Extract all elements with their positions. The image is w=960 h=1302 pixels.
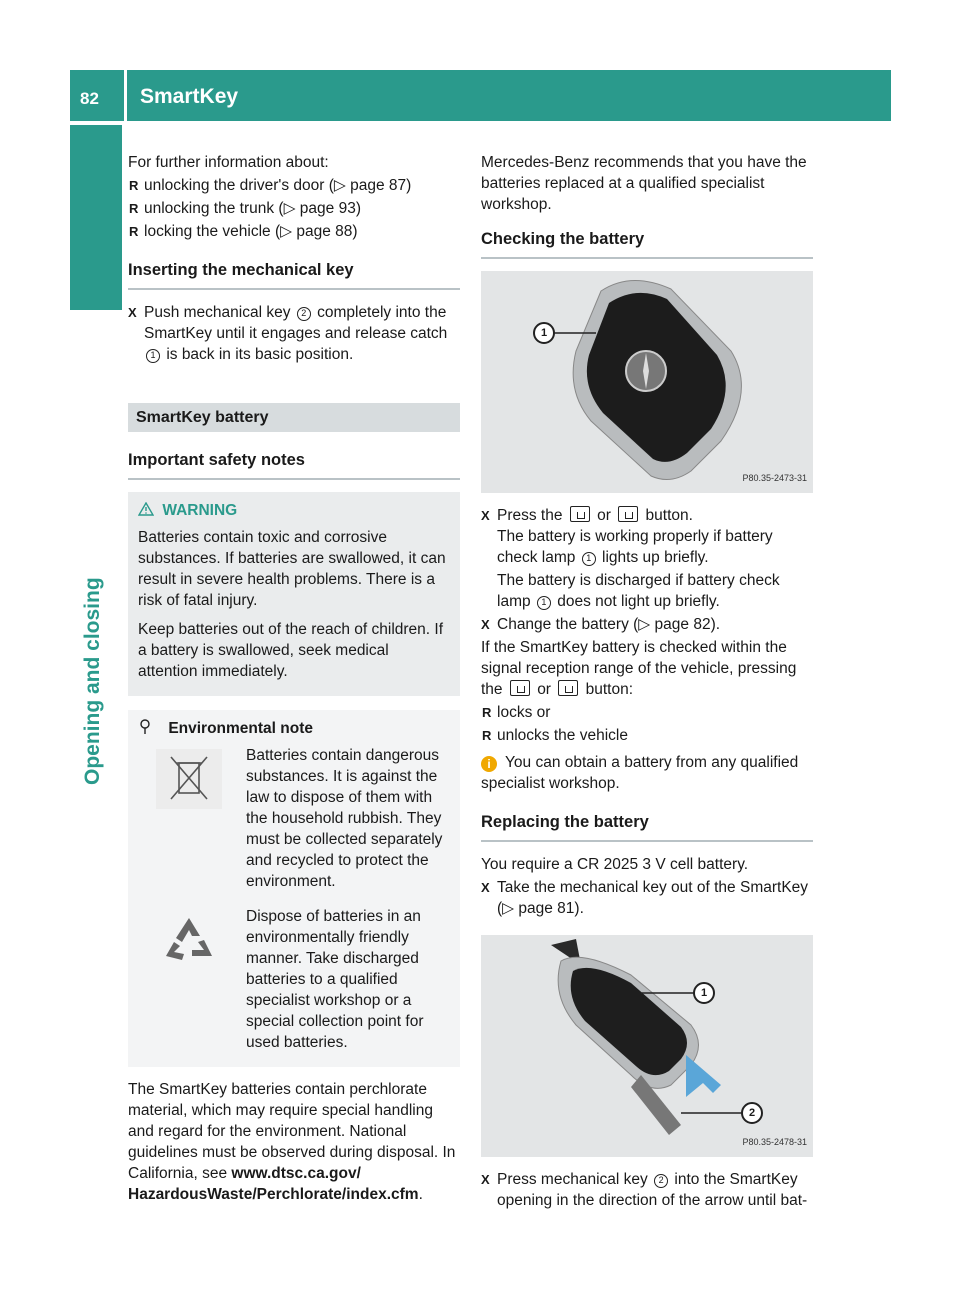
env-text: Batteries contain dangerous substances. It is against the law to dispose of them with the household rubbish. They must be collected separately and recycled to protect the environment.	[246, 747, 443, 890]
press-button-step: X Press the or button.	[481, 507, 693, 524]
dtsc-link[interactable]: www.dtsc.ca.gov/ HazardousWaste/Perchlorate/index.cfm	[128, 1165, 419, 1203]
env-row	[138, 745, 450, 892]
battery-type-text: You require a CR 2025 3 V cell battery.	[481, 856, 749, 873]
crossed-bin-icon	[156, 749, 222, 809]
unlock-key-icon	[618, 506, 638, 522]
lock-key-icon	[570, 506, 590, 522]
callout-2-icon: 2	[297, 307, 311, 321]
battery-ok-text: The battery is working properly if battery check lamp 1 lights up briefly.	[497, 528, 773, 566]
battery-discharged-text: The battery is discharged if battery check lamp 1 does not light up briefly.	[497, 572, 780, 610]
lock-key-icon	[510, 680, 530, 696]
callout-1-icon: 1	[537, 596, 551, 610]
side-tab-block	[70, 125, 122, 310]
warning-title: WARNING	[162, 502, 238, 519]
step-arrow-icon: X	[481, 880, 490, 895]
unlock-key-icon	[558, 680, 578, 696]
list-item: R locking the vehicle (▷ page 88)	[128, 221, 460, 242]
side-section-label: Opening and closing	[81, 577, 104, 785]
safety-notes-heading: Important safety notes	[128, 450, 460, 480]
environmental-note-title: Environmental note	[168, 720, 313, 737]
warning-text: Batteries contain toxic and corrosive substances. If batteries are swallowed, it can result in severe health problems. There is a risk of fatal injury.	[138, 529, 446, 609]
callout-1-icon: 1	[533, 322, 555, 344]
callout-2-icon: 2	[654, 1174, 668, 1188]
info-icon: i	[481, 756, 497, 772]
further-info-intro: For further information about:	[128, 154, 329, 171]
header-divider	[124, 70, 127, 121]
env-text: Dispose of batteries in an environmentally friendly manner. Take discharged batteries to a qualified specialist workshop or a special collection point for used batteries.	[246, 908, 424, 1051]
list-item: R unlocking the trunk (▷ page 93)	[128, 198, 460, 219]
page-title: SmartKey	[140, 85, 239, 108]
step-arrow-icon: X	[481, 617, 490, 632]
left-column	[128, 152, 460, 1205]
step-arrow-icon: X	[481, 1172, 490, 1187]
environmental-note-box	[128, 710, 460, 1067]
info-note: i You can obtain a battery from any qualified specialist workshop.	[481, 754, 799, 792]
smartkey-figure	[481, 271, 813, 493]
smartkey-battery-heading: SmartKey battery	[128, 403, 460, 432]
reception-range-text: If the SmartKey battery is checked within the signal reception range of the vehicle, pressing the or button:	[481, 639, 797, 698]
callout-1-icon: 1	[146, 349, 160, 363]
inserting-step: X Push mechanical key 2 completely into the SmartKey until it engages and release catch 1 is back in its basic position.	[128, 304, 448, 363]
figure-code: P80.35-2478-31	[742, 1137, 807, 1147]
press-key-step: X Press mechanical key 2 into the SmartKey opening in the direction of the arrow until bat-	[481, 1171, 808, 1209]
list-item: R unlocks the vehicle	[481, 725, 813, 746]
leaf-icon	[138, 719, 152, 735]
take-key-step: X Take the mechanical key out of the SmartKey (▷ page 81).	[481, 879, 809, 917]
list-item: R locks or	[481, 702, 813, 723]
callout-1-icon: 1	[693, 982, 715, 1004]
smartkey-illustration	[481, 271, 813, 493]
recycle-icon	[156, 910, 222, 970]
warning-triangle-icon	[138, 502, 154, 516]
step-arrow-icon: X	[481, 508, 490, 523]
figure-code: P80.35-2473-31	[742, 473, 807, 483]
callout-1-icon: 1	[582, 552, 596, 566]
page-number: 82	[80, 89, 99, 108]
env-row	[138, 906, 450, 1053]
recommendation-text: Mercedes-Benz recommends that you have the batteries replaced at a qualified specialist workshop.	[481, 154, 807, 213]
replacing-heading: Replacing the battery	[481, 812, 813, 842]
step-arrow-icon: X	[128, 305, 137, 320]
list-item: R unlocking the driver's door (▷ page 87)	[128, 175, 460, 196]
right-column	[481, 152, 813, 1211]
callout-2-icon: 2	[741, 1102, 763, 1124]
perchlorate-text: The SmartKey batteries contain perchlorate material, which may require special handling and regard for the environment. National guidelines must be observed during disposal. In California, see www.dtsc.ca.gov/ HazardousWaste/Perchlorate/index.cfm.	[128, 1081, 456, 1203]
replace-battery-figure	[481, 935, 813, 1157]
warning-text: Keep batteries out of the reach of children. If a battery is swallowed, seek medical attention immediately.	[138, 621, 444, 680]
warning-box	[128, 492, 460, 696]
key-insert-illustration	[481, 935, 813, 1157]
inserting-heading: Inserting the mechanical key	[128, 260, 460, 290]
change-battery-step: X Change the battery (▷ page 82).	[481, 616, 721, 633]
checking-heading: Checking the battery	[481, 229, 813, 259]
